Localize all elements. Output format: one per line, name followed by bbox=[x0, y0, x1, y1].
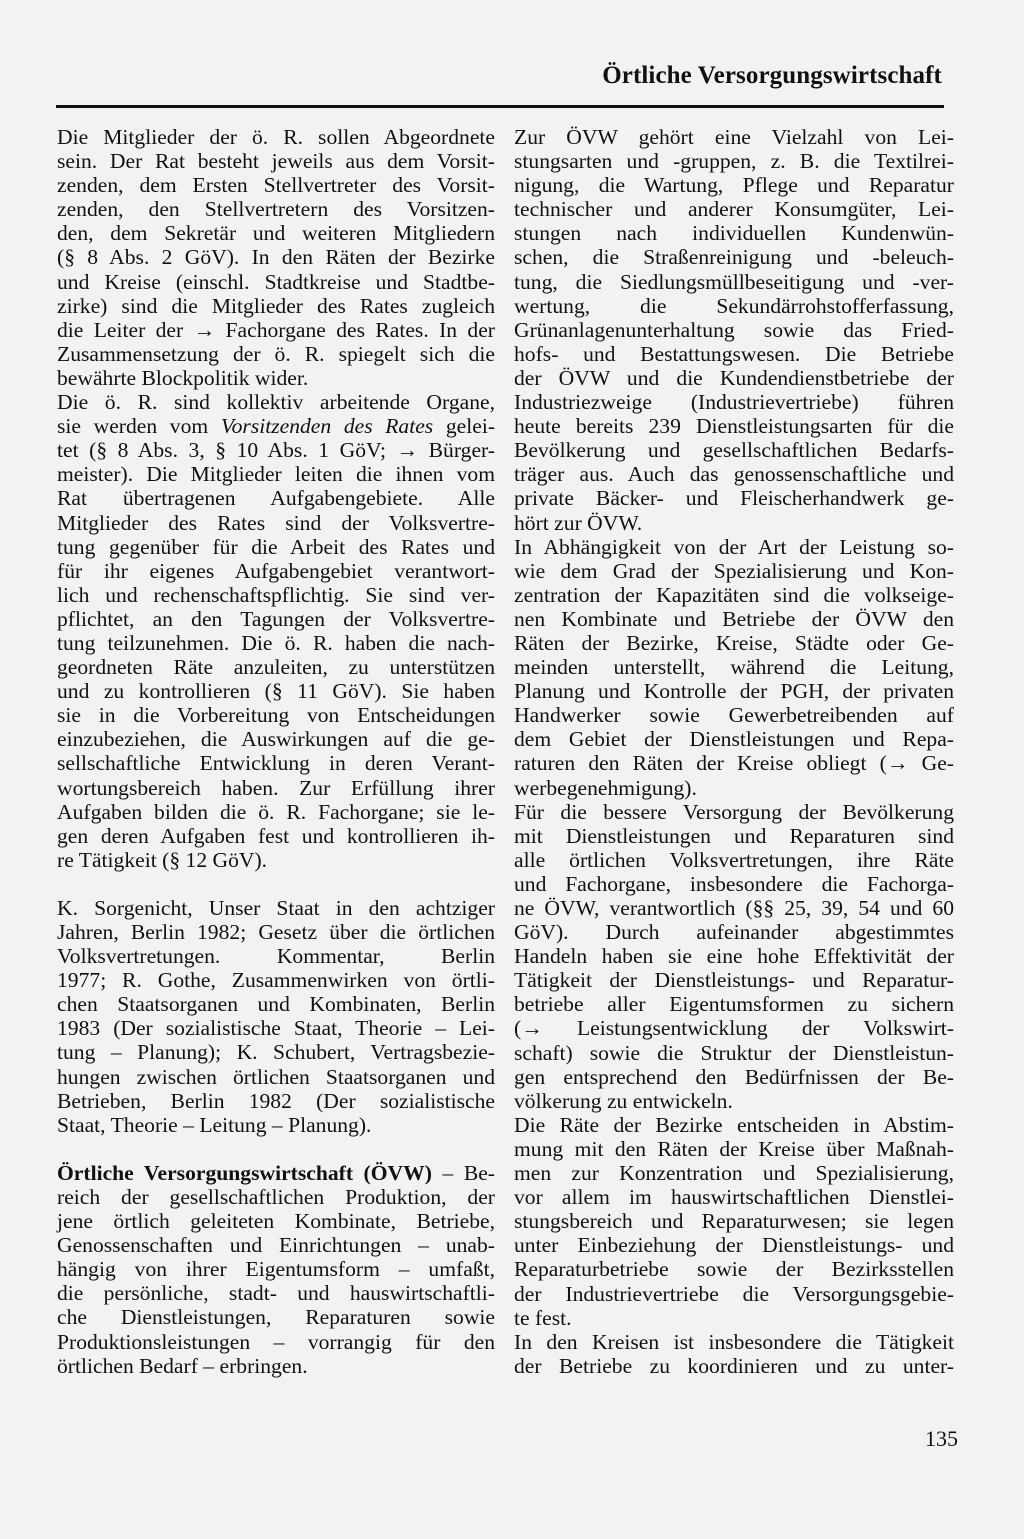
text-line: nen Kombinate und Betriebe der ÖVW den bbox=[514, 606, 954, 631]
text-line: Die Räte der Bezirke entscheiden in Abstim- bbox=[514, 1112, 954, 1137]
text-line: wertung, die Sekundärrohstofferfassung, bbox=[514, 293, 954, 318]
text-line: stungsbereich und Reparaturwesen; sie legen bbox=[514, 1209, 954, 1234]
text-line: tung gegenüber für die Arbeit des Rates und bbox=[57, 534, 495, 559]
text-line: Die Mitglieder der ö. R. sollen Abgeordnete bbox=[57, 125, 495, 149]
text-line: che Dienstleistungen, Reparaturen sowie bbox=[57, 1305, 495, 1330]
lexicon-entry-ovw bbox=[57, 1161, 495, 1378]
header-rule bbox=[56, 105, 944, 108]
text-line: betriebe aller Eigentumsformen zu sichern bbox=[514, 992, 954, 1017]
paragraph-service-types bbox=[514, 125, 954, 535]
text-line: hungen zwischen örtlichen Staatsorganen und bbox=[57, 1064, 495, 1089]
text-line-with-emphasis bbox=[57, 414, 495, 438]
text-line: Aufgaben bilden die ö. R. Fachorgane; sie le- bbox=[57, 799, 495, 824]
text-line: Mitglieder des Rates sind der Volksvertre- bbox=[57, 510, 495, 535]
right-column bbox=[514, 125, 954, 1378]
paragraph-better-supply bbox=[514, 800, 954, 1113]
text-line: tet (§ 8 Abs. 3, § 10 Abs. 1 GöV; → Bürger- bbox=[57, 438, 495, 463]
text-line: tung – Planung); K. Schubert, Vertragsbezie- bbox=[57, 1040, 495, 1065]
entry-heading-line bbox=[57, 1161, 495, 1185]
text-line: mung mit den Räten der Kreise über Maßnah- bbox=[514, 1136, 954, 1161]
text-line: meinden unterstellt, während die Leitung, bbox=[514, 655, 954, 680]
text-line: tung teilzunehmen. Die ö. R. haben die nach- bbox=[57, 630, 495, 655]
text-line: Volksvertretungen. Kommentar, Berlin bbox=[57, 944, 495, 969]
text-line: Handwerker sowie Gewerbetreibenden auf bbox=[514, 703, 954, 728]
text-line: tung, die Siedlungsmüllbeseitigung und -ver- bbox=[514, 269, 954, 294]
text-line: völkerung zu entwickeln. bbox=[514, 1088, 733, 1113]
text-line: pflichtet, an den Tagungen der Volksvertre- bbox=[57, 606, 495, 631]
text-segment: gelei- bbox=[433, 414, 496, 439]
text-line: zirke) sind die Mitglieder des Rates zugleich bbox=[57, 293, 495, 318]
text-line: Staat, Theorie – Leitung – Planung). bbox=[57, 1112, 372, 1137]
text-line: Handeln haben sie eine hohe Effektivität der bbox=[514, 944, 954, 969]
text-line: der Betriebe zu koordinieren und zu unter- bbox=[514, 1353, 954, 1378]
text-line: re Tätigkeit (§ 12 GöV). bbox=[57, 847, 268, 872]
text-line: In Abhängigkeit von der Art der Leistung so- bbox=[514, 534, 954, 559]
text-segment: sie werden vom bbox=[57, 414, 221, 439]
text-line: gen deren Aufgaben fest und kontrollieren ih- bbox=[57, 823, 495, 848]
text-line: den, dem Sekretär und weiteren Mitgliedern bbox=[57, 221, 495, 246]
text-line: Rat übertragenen Aufgabengebiete. Alle bbox=[57, 486, 495, 511]
text-line: men zur Konzentration und Spezialisierung, bbox=[514, 1161, 954, 1186]
text-line: alle örtlichen Volksvertretungen, ihre Räte bbox=[514, 847, 954, 872]
text-line: Zur ÖVW gehört eine Vielzahl von Lei- bbox=[514, 125, 954, 149]
text-line: 1977; R. Gothe, Zusammenwirken von örtli- bbox=[57, 968, 495, 993]
text-line: Für die bessere Versorgung der Bevölkerung bbox=[514, 799, 954, 824]
text-line: und Kreise (einschl. Stadtkreise und Stadtbe- bbox=[57, 269, 495, 294]
left-column bbox=[57, 125, 495, 1378]
text-line: ne ÖVW, verantwortlich (§§ 25, 39, 54 und 60 bbox=[514, 896, 954, 920]
emphasized-term: Vorsitzenden des Rates bbox=[220, 414, 434, 439]
text-line: die Leiter der → Fachorgane des Rates. In der bbox=[57, 317, 495, 342]
text-line: Tätigkeit der Dienstleistungs- und Reparatur- bbox=[514, 968, 954, 993]
text-line: sein. Der Rat besteht jeweils aus dem Vorsit- bbox=[57, 149, 495, 174]
text-line: träger aus. Auch das genossenschaftliche und bbox=[514, 462, 954, 487]
text-line: jene örtlich geleiteten Kombinate, Betriebe, bbox=[57, 1209, 495, 1234]
text-line: raturen den Räten der Kreise obliegt (→ Ge- bbox=[514, 751, 954, 776]
text-line: technischer und anderer Konsumgüter, Lei- bbox=[514, 197, 954, 222]
paragraph-collective-organs bbox=[57, 390, 495, 872]
text-line: stungsarten und -gruppen, z. B. die Textilrei- bbox=[514, 149, 954, 174]
text-line: meister). Die Mitglieder leiten die ihnen vom bbox=[57, 462, 495, 487]
text-line: hofs- und Bestattungswesen. Die Betriebe bbox=[514, 341, 954, 366]
text-line: Die ö. R. sind kollektiv arbeitende Organe, bbox=[57, 390, 495, 415]
text-line: zenden, dem Ersten Stellvertreter des Vorsit- bbox=[57, 173, 495, 198]
text-line: örtlichen Bedarf – erbringen. bbox=[57, 1353, 308, 1378]
paragraph-council-members bbox=[57, 125, 495, 390]
text-line: der Industrievertriebe die Versorgungsgebie- bbox=[514, 1281, 954, 1306]
text-line: dem Gebiet der Dienstleistungen und Repa- bbox=[514, 727, 954, 752]
paragraph-gap bbox=[57, 1137, 495, 1161]
text-line: Bevölkerung und gesellschaftlichen Bedarfs- bbox=[514, 438, 954, 463]
text-line: K. Sorgenicht, Unser Staat in den achtziger bbox=[57, 895, 495, 920]
text-line: nigung, die Wartung, Pflege und Reparatur bbox=[514, 173, 954, 198]
text-line: Räten der Bezirke, Kreise, Städte oder Ge- bbox=[514, 630, 954, 655]
running-header-title: Örtliche Versorgungswirtschaft bbox=[602, 62, 942, 89]
text-line: einzubeziehen, die Auswirkungen auf die ge- bbox=[57, 727, 495, 752]
text-line: und zu kontrollieren (§ 11 GöV). Sie haben bbox=[57, 679, 495, 704]
paragraph-gap bbox=[57, 872, 495, 896]
text-line: sellschaftliche Entwicklung in deren Verant- bbox=[57, 751, 495, 776]
paragraph-subordination bbox=[514, 535, 954, 800]
text-line: reich der gesellschaftlichen Produktion, der bbox=[57, 1184, 495, 1209]
text-segment: – Be- bbox=[431, 1160, 495, 1185]
text-line: Zusammensetzung der ö. R. spiegelt sich die bbox=[57, 341, 495, 366]
text-line: (→ Leistungsentwicklung der Volkswirt- bbox=[514, 1016, 954, 1041]
literature-references bbox=[57, 896, 495, 1137]
text-line: chen Staatsorganen und Kombinaten, Berlin bbox=[57, 992, 495, 1017]
text-line: stungen nach individuellen Kundenwün- bbox=[514, 221, 954, 246]
text-line: Produktionsleistungen – vorrangig für den bbox=[57, 1329, 495, 1354]
text-line: mit Dienstleistungen und Reparaturen sind bbox=[514, 823, 954, 848]
text-line: heute bereits 239 Dienstleistungsarten für die bbox=[514, 414, 954, 439]
text-line: und Fachorgane, insbesondere die Fachorga- bbox=[514, 871, 954, 896]
text-line: bewährte Blockpolitik wider. bbox=[57, 365, 309, 390]
text-line: 1983 (Der sozialistische Staat, Theorie – Lei- bbox=[57, 1016, 495, 1041]
text-line: Planung und Kontrolle der PGH, der privaten bbox=[514, 679, 954, 704]
text-line: vor allem im hauswirtschaftlichen Dienstlei- bbox=[514, 1185, 954, 1210]
entry-term: Örtliche Versorgungswirtschaft (ÖVW) bbox=[57, 1160, 432, 1185]
text-line: wie dem Grad der Spezialisierung und Kon- bbox=[514, 558, 954, 583]
text-line: geordneten Räte anzuleiten, zu unterstützen bbox=[57, 655, 495, 680]
text-line: GöV). Durch aufeinander abgestimmtes bbox=[514, 920, 954, 945]
text-line: Jahren, Berlin 1982; Gesetz über die örtlichen bbox=[57, 920, 495, 944]
text-line: werbegenehmigung). bbox=[514, 775, 697, 800]
text-line: sie in die Vorbereitung von Entscheidungen bbox=[57, 703, 495, 728]
text-line: (§ 8 Abs. 2 GöV). In den Räten der Bezirke bbox=[57, 245, 495, 270]
text-line: schaft) sowie die Struktur der Dienstleistun- bbox=[514, 1040, 954, 1065]
text-line: zenden, den Stellvertretern des Vorsitzen- bbox=[57, 197, 495, 222]
text-line: hängig von ihrer Eigentumsform – umfaßt, bbox=[57, 1257, 495, 1282]
page-number: 135 bbox=[925, 1426, 958, 1451]
text-line: wortungsbereich haben. Zur Erfüllung ihrer bbox=[57, 775, 495, 800]
text-line: te fest. bbox=[514, 1305, 572, 1330]
text-line: die persönliche, stadt- und hauswirtschaftli- bbox=[57, 1281, 495, 1306]
text-line: gen entsprechend den Bedürfnissen der Be- bbox=[514, 1064, 954, 1089]
text-line: unter Einbeziehung der Dienstleistungs- und bbox=[514, 1233, 954, 1258]
text-line: Grünanlagenunterhaltung sowie das Fried- bbox=[514, 317, 954, 342]
text-line: für ihr eigenes Aufgabengebiet verantwort- bbox=[57, 558, 495, 583]
paragraph-counties bbox=[514, 1330, 954, 1378]
text-line: private Bäcker- und Fleischerhandwerk ge- bbox=[514, 486, 954, 511]
text-line: In den Kreisen ist insbesondere die Tätigkeit bbox=[514, 1329, 954, 1354]
text-line: Betrieben, Berlin 1982 (Der sozialistische bbox=[57, 1088, 495, 1113]
text-line: hört zur ÖVW. bbox=[514, 510, 643, 535]
text-line: der ÖVW und die Kundendienstbetriebe der bbox=[514, 365, 954, 390]
text-line: Industriezweige (Industrievertriebe) führen bbox=[514, 390, 954, 415]
text-line: Genossenschaften und Einrichtungen – unab- bbox=[57, 1233, 495, 1258]
text-line: schen, die Straßenreinigung und -beleuch- bbox=[514, 245, 954, 270]
text-line: Reparaturbetriebe sowie der Bezirksstellen bbox=[514, 1257, 954, 1282]
text-line: lich und rechenschaftspflichtig. Sie sind ver- bbox=[57, 582, 495, 607]
text-line: zentration der Kapazitäten sind die volkseige- bbox=[514, 582, 954, 607]
paragraph-district-councils bbox=[514, 1113, 954, 1330]
